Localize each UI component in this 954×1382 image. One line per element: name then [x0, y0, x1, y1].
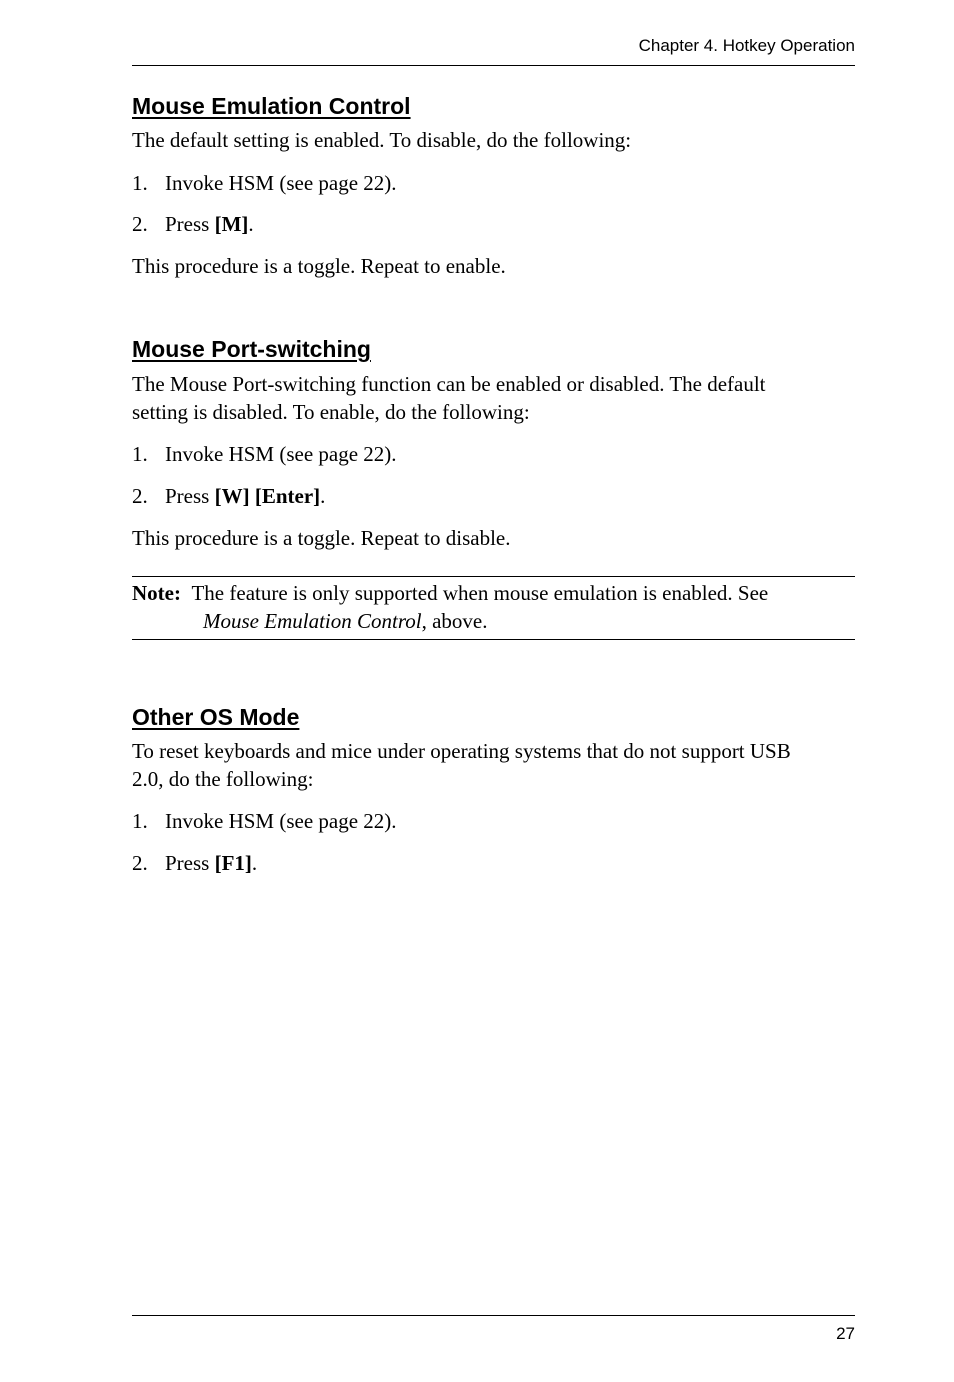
step-text-prefix: Press [165, 212, 215, 236]
step-text-suffix: . [248, 212, 254, 236]
note-reference: Mouse Emulation Control [203, 609, 422, 633]
other-os-mode-step-2 [132, 849, 855, 877]
note-text: The feature is only supported when mouse emulation is enabled. See [191, 581, 769, 605]
mouse-emulation-outro: This procedure is a toggle. Repeat to enable. [132, 254, 506, 278]
step-text-suffix: . [320, 484, 326, 508]
other-os-mode-intro-line-1: To reset keyboards and mice under operating systems that do not support USB [132, 739, 791, 763]
hotkey-w-enter: [W] [Enter] [214, 484, 321, 508]
mouse-emulation-intro: The default setting is enabled. To disable, do the following: [132, 128, 632, 152]
step-text [165, 849, 257, 877]
step-number: 1. [132, 809, 148, 833]
other-os-mode-step-1 [132, 807, 855, 835]
mouse-port-switching-outro: This procedure is a toggle. Repeat to disable. [132, 526, 511, 550]
note-line-1 [132, 579, 768, 607]
note-label: Note: [132, 581, 181, 605]
step-text-suffix: . [251, 851, 258, 875]
step-text: Invoke HSM (see page 22). [165, 171, 397, 195]
step-text [165, 210, 254, 238]
section-heading-other-os-mode: Other OS Mode [132, 704, 300, 730]
step-text: Invoke HSM (see page 22). [165, 442, 397, 466]
note-box [132, 576, 855, 640]
step-number: 2. [132, 851, 148, 875]
mouse-emulation-step-2 [132, 210, 855, 238]
mouse-port-switching-step-2 [132, 482, 855, 510]
step-text-prefix: Press [165, 851, 215, 875]
hotkey-f1: [F1] [214, 851, 252, 875]
hotkey-m: [M] [214, 212, 249, 236]
step-text: Invoke HSM (see page 22). [165, 809, 397, 833]
step-number: 2. [132, 484, 148, 508]
step-number: 2. [132, 212, 148, 236]
step-number: 1. [132, 171, 148, 195]
mouse-port-switching-step-1 [132, 440, 855, 468]
other-os-mode-intro-line-2: 2.0, do the following: [132, 767, 314, 791]
mouse-port-switching-intro-line-2: setting is disabled. To enable, do the following: [132, 400, 530, 424]
page-number: 27 [836, 1324, 855, 1343]
step-text-prefix: Press [165, 484, 215, 508]
note-line-2 [203, 607, 487, 635]
footer-rule [132, 1315, 855, 1316]
section-heading-mouse-emulation: Mouse Emulation Control [132, 93, 411, 119]
mouse-port-switching-intro-line-1: The Mouse Port-switching function can be enabled or disabled. The default [132, 372, 766, 396]
mouse-emulation-step-1 [132, 169, 855, 197]
header-rule [132, 65, 855, 66]
section-heading-mouse-port-switching: Mouse Port-switching [132, 336, 371, 362]
step-text [165, 482, 325, 510]
step-number: 1. [132, 442, 148, 466]
note-text-suffix: , above. [421, 609, 488, 633]
running-header: Chapter 4. Hotkey Operation [638, 36, 855, 55]
